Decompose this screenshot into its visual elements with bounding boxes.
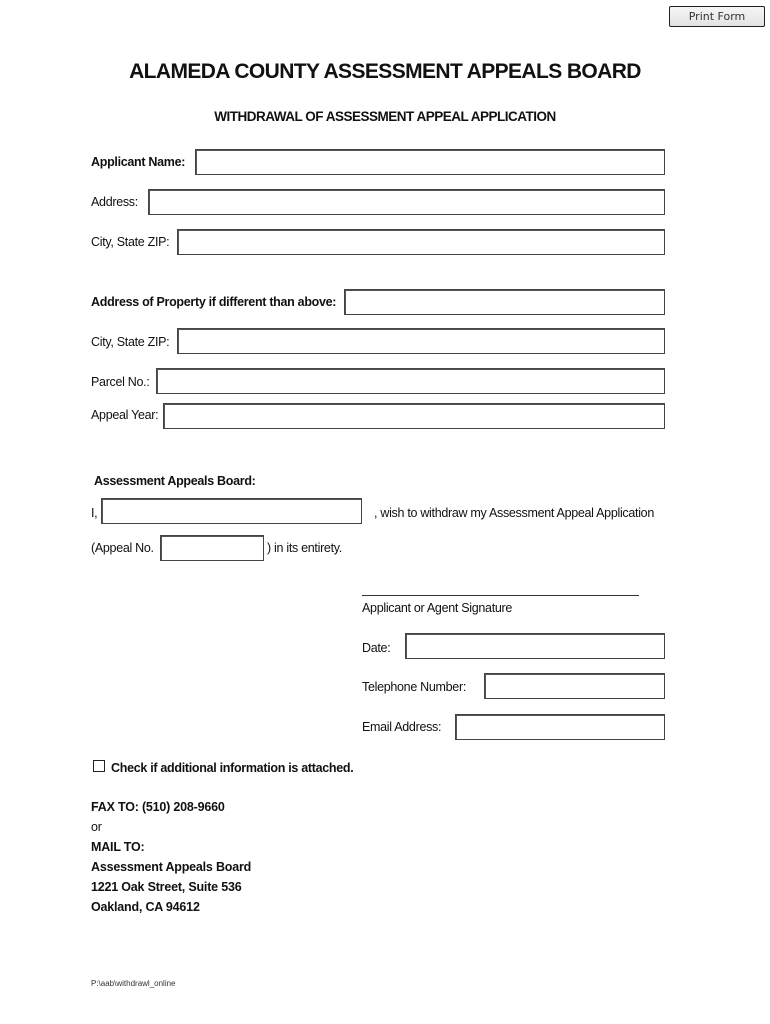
print-form-button[interactable]: Print Form (669, 6, 765, 27)
signature-line[interactable] (362, 595, 639, 596)
page-title: ALAMEDA COUNTY ASSESSMENT APPEALS BOARD (129, 60, 641, 83)
withdraw-text: , wish to withdraw my Assessment Appeal Application (374, 506, 654, 520)
address-input[interactable] (148, 189, 665, 215)
address-label: Address: (91, 195, 138, 209)
applicant-withdraw-name-input[interactable] (101, 498, 362, 524)
fax-number: FAX TO: (510) 208-9660 (91, 800, 225, 814)
i-label: I, (91, 506, 98, 520)
applicant-name-label: Applicant Name: (91, 155, 186, 169)
parcel-number-label: Parcel No.: (91, 375, 150, 389)
appeal-year-input[interactable] (163, 403, 665, 429)
mail-to-label: MAIL TO: (91, 840, 145, 854)
parcel-number-input[interactable] (156, 368, 665, 394)
appeal-year-label: Appeal Year: (91, 408, 159, 422)
property-address-input[interactable] (344, 289, 665, 315)
property-city-state-zip-input[interactable] (177, 328, 665, 354)
footer-file-path: P:\aab\withdrawl_online (91, 979, 176, 988)
mailing-block (91, 797, 251, 917)
mail-street: 1221 Oak Street, Suite 536 (91, 880, 242, 894)
mail-org: Assessment Appeals Board (91, 860, 252, 874)
appeal-number-label: (Appeal No. (91, 541, 154, 555)
mail-city: Oakland, CA 94612 (91, 900, 200, 914)
date-label: Date: (362, 641, 391, 655)
property-address-label: Address of Property if different than above: (91, 295, 337, 309)
or-text: or (91, 820, 102, 834)
form-subtitle: WITHDRAWAL OF ASSESSMENT APPEAL APPLICATION (214, 109, 556, 124)
appeal-number-input[interactable] (160, 535, 264, 561)
signature-label: Applicant or Agent Signature (362, 601, 513, 615)
entirety-text: ) in its entirety. (267, 541, 342, 555)
email-input[interactable] (455, 714, 665, 740)
additional-info-label: Check if additional information is attached. (111, 761, 354, 775)
telephone-label: Telephone Number: (362, 680, 466, 694)
date-input[interactable] (405, 633, 665, 659)
telephone-input[interactable] (484, 673, 665, 699)
applicant-name-input[interactable] (195, 149, 665, 175)
city-state-zip-label: City, State ZIP: (91, 235, 170, 249)
property-city-state-zip-label: City, State ZIP: (91, 335, 170, 349)
city-state-zip-input[interactable] (177, 229, 665, 255)
additional-info-checkbox[interactable] (93, 760, 105, 772)
statement-heading: Assessment Appeals Board: (94, 474, 256, 488)
email-label: Email Address: (362, 720, 442, 734)
